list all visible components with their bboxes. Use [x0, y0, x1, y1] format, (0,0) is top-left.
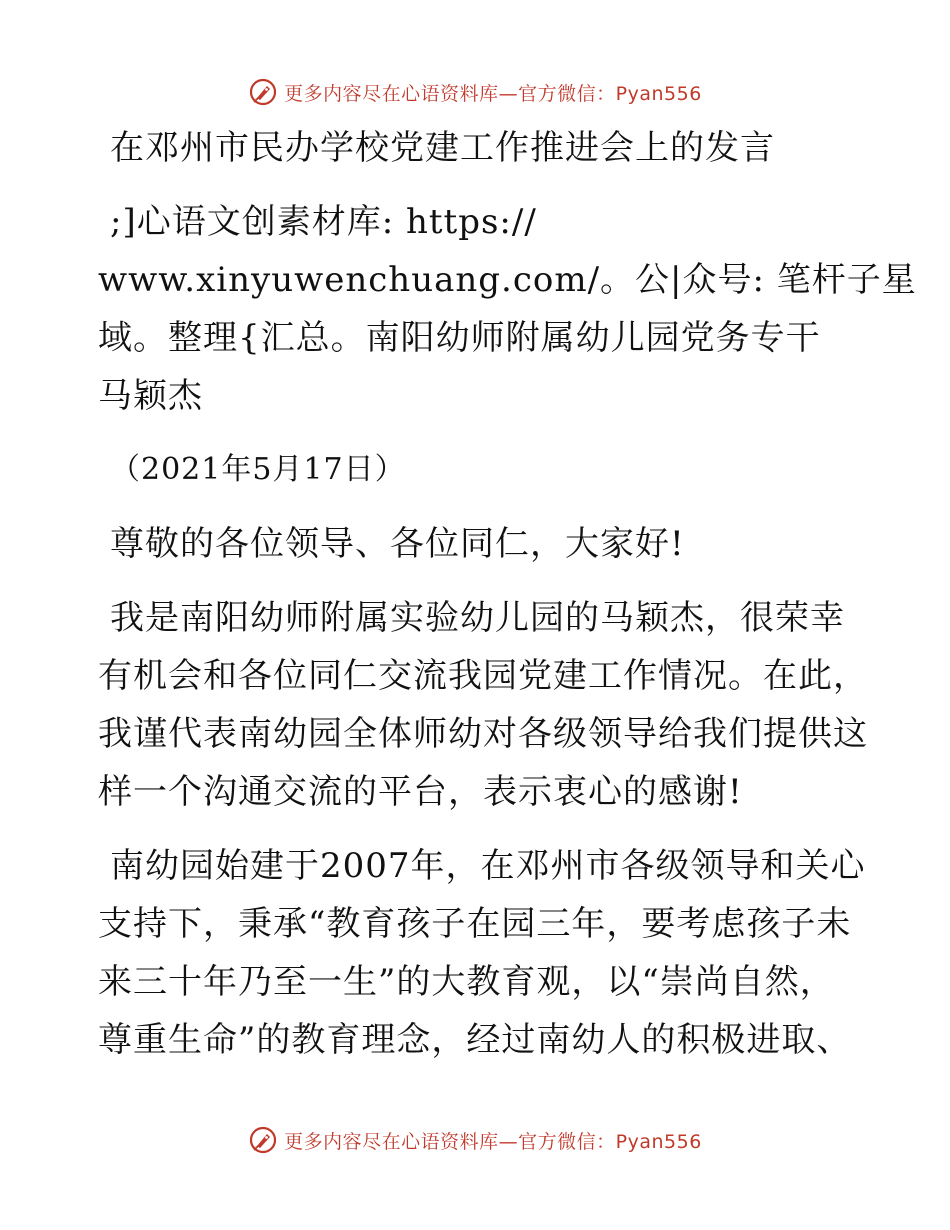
paragraph-line: 我是南阳幼师附属实验幼儿园的马颖杰，很荣幸 — [110, 598, 845, 638]
banner-text: 更多内容尽在心语资料库—官方微信：Pyan556 — [284, 1130, 702, 1153]
speech-date: （2021年5月17日） — [110, 452, 406, 487]
document-title: 在邓州市民办学校党建工作推进会上的发言 — [110, 128, 775, 168]
header-banner — [0, 72, 950, 112]
paragraph-line: 我谨代表南幼园全体师幼对各级领导给我们提供这 — [98, 714, 868, 754]
paragraph-line: 支持下，秉承“教育孩子在园三年，要考虑孩子未 — [98, 904, 852, 944]
meta-line: 域。整理{汇总。南阳幼师附属幼儿园党务专干 — [98, 318, 821, 358]
paragraph-line: 有机会和各位同仁交流我园党建工作情况。在此， — [98, 656, 868, 696]
banner-text: 更多内容尽在心语资料库—官方微信：Pyan556 — [284, 82, 702, 105]
meta-line: 马颖杰 — [98, 376, 203, 416]
greeting: 尊敬的各位领导、各位同仁，大家好! — [110, 524, 685, 564]
paragraph-line: 尊重生命”的教育理念，经过南幼人的积极进取、 — [98, 1020, 852, 1060]
paragraph-line: 南幼园始建于2007年，在邓州市各级领导和关心 — [110, 846, 866, 886]
paragraph-line: 来三十年乃至一生”的大教育观，以“崇尚自然， — [98, 962, 835, 1002]
meta-line: ;]心语文创素材库: https:// — [110, 202, 537, 242]
pen-nib-logo-icon — [248, 1125, 278, 1155]
paragraph-line: 样一个沟通交流的平台，表示衷心的感谢! — [98, 772, 743, 812]
pen-nib-logo-icon — [248, 77, 278, 107]
footer-banner — [0, 1120, 950, 1160]
meta-line: www.xinyuwenchuang.com/。公|众号: 笔杆子星 — [98, 260, 917, 300]
